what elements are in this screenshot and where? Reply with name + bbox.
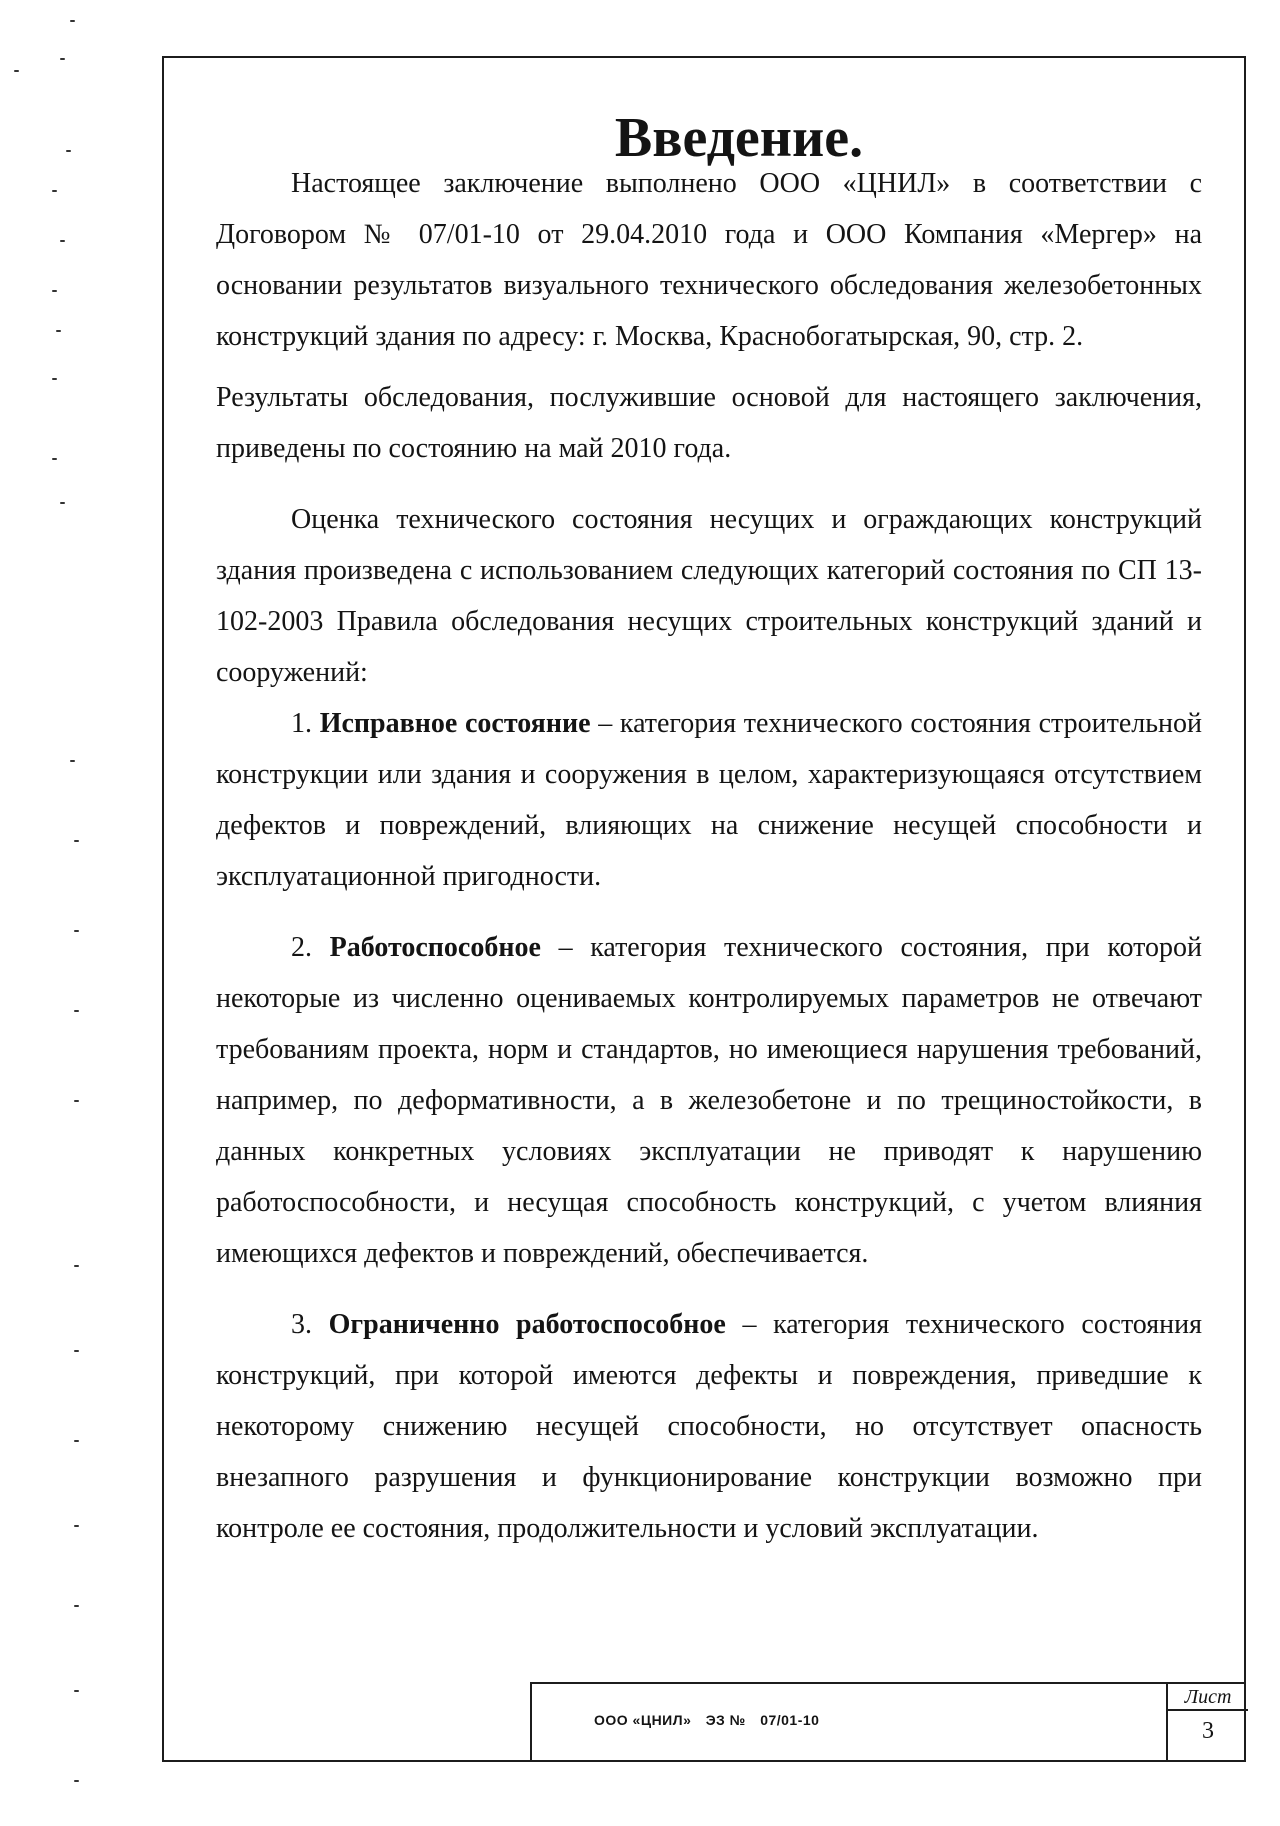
category-item-1 xyxy=(216,698,1202,902)
title-block-stamp xyxy=(530,1682,1246,1762)
category-item-2 xyxy=(216,922,1202,1279)
stamp-org: ООО «ЦНИЛ» xyxy=(594,1712,692,1728)
document-code xyxy=(594,1712,829,1728)
stamp-doc-type: ЭЗ № xyxy=(705,1712,746,1728)
sheet-number: 3 xyxy=(1202,1718,1214,1744)
category-description: – категория технического состояния строительной конструкции или здания и сооружения в целом, характеризующаяся отсутствием дефектов и повреждений, влияющих на снижение несущей способности и эксплуатационной пригодности. xyxy=(216,708,1202,892)
intro-paragraph-2: Результаты обследования, послужившие основой для настоящего заключения, приведены по состоянию на май 2010 года. xyxy=(216,382,1202,464)
sheet-box xyxy=(1166,1684,1248,1762)
category-term: Исправное состояние xyxy=(319,708,591,739)
category-term: Работоспособное xyxy=(329,932,541,963)
category-number: 2. xyxy=(291,932,312,963)
stamp-doc-number: 07/01-10 xyxy=(760,1712,820,1728)
sheet-label: Лист xyxy=(1168,1684,1248,1711)
category-number: 1. xyxy=(291,708,312,739)
intro-paragraph-3: Оценка технического состояния несущих и ограждающих конструкций здания произведена с использованием следующих категорий состояния по СП 13-102-2003 Правила обследования несущих строительных конструкций зданий и сооружений: xyxy=(216,504,1202,688)
intro-paragraph-1: Настоящее заключение выполнено ООО «ЦНИЛ» в соответствии с Договором № 07/01-10 от 29.04.2010 года и ООО Компания «Мергер» на основании результатов визуального технического обследования железобетонных конструкций здания по адресу: г. Москва, Краснобогатырская, 90, стр. 2. xyxy=(216,168,1202,352)
category-description: – категория технического состояния конструкций, при которой имеются дефекты и повреждения, приведшие к некоторому снижению несущей способности, но отсутствует опасность внезапного разрушения и функционирование конструкции возможно при контроле ее состояния, продолжительности и условий эксплуатации. xyxy=(216,1309,1203,1544)
document-body xyxy=(216,107,1203,1554)
scan-margin-marks xyxy=(0,0,100,1826)
category-description: – категория технического состояния, при которой некоторые из численно оцениваемых контролируемых параметров не отвечают требованиям проекта, норм и стандартов, но имеющиеся нарушения требований, например, по деформативности, а в железобетоне и по трещиностойкости, в данных конкретных условиях эксплуатации не приводят к нарушению работоспособности, и несущая способность конструкций, с учетом влияния имеющихся дефектов и повреждений, обеспечивается. xyxy=(216,932,1202,1269)
category-number: 3. xyxy=(291,1309,312,1340)
category-item-3 xyxy=(216,1299,1202,1554)
page-title: Введение. xyxy=(614,107,864,169)
category-term: Ограниченно работоспособное xyxy=(328,1309,726,1340)
